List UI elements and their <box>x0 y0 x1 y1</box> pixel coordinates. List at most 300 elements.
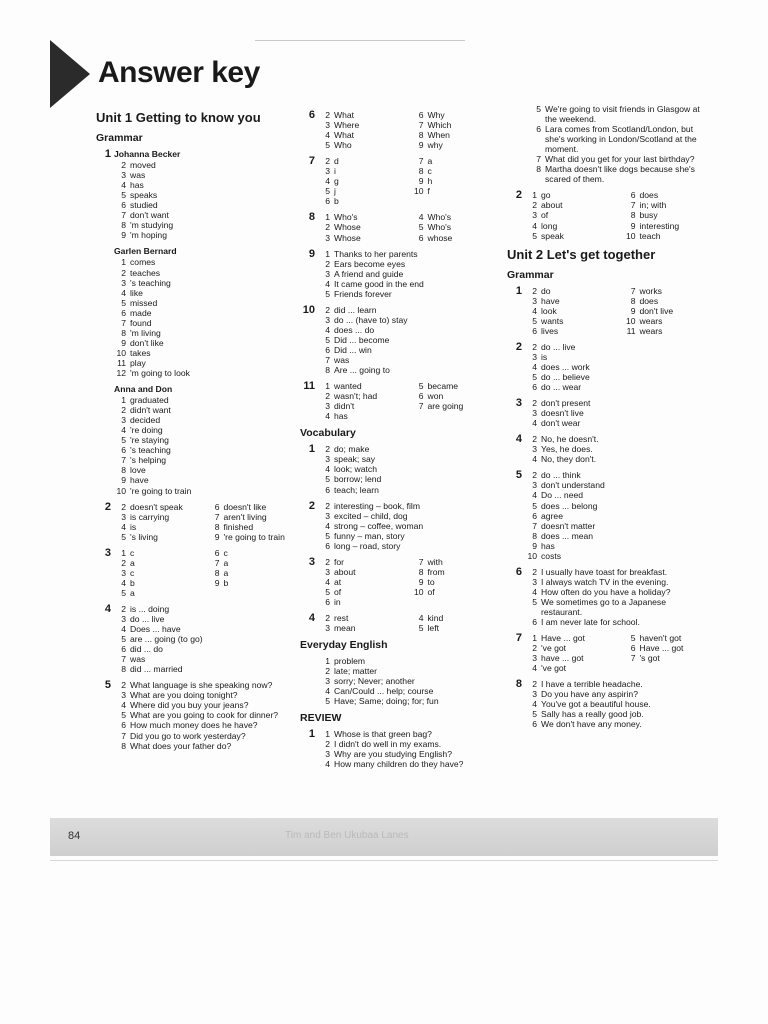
item-text: Who's <box>427 212 452 223</box>
item-number: 6 <box>325 540 330 551</box>
answer-item <box>318 686 501 696</box>
item-number: 6 <box>325 484 330 495</box>
item-number: 2 <box>325 556 330 567</box>
item-number: 3 <box>325 232 330 243</box>
item-text: 're going to train <box>130 485 192 496</box>
item-number: 4 <box>418 212 424 223</box>
answer-item <box>114 268 297 278</box>
item-text: c <box>130 567 135 578</box>
item-text: d <box>334 156 339 167</box>
item-text: wasn't; had <box>334 391 378 402</box>
exercise-block <box>92 680 297 750</box>
item-text: I am never late for school. <box>541 617 640 628</box>
item-text: We're going to visit friends in Glasgow at <box>545 104 700 114</box>
answer-item <box>114 475 297 485</box>
answer-item <box>412 587 502 597</box>
exercise-number: 6 <box>515 565 522 578</box>
item-number: 1 <box>532 633 537 644</box>
item-text: 's teaching <box>130 277 171 288</box>
exercise-block <box>503 398 718 428</box>
answer-item <box>318 233 408 243</box>
item-text: Where <box>334 120 360 131</box>
item-number: 2 <box>121 501 126 512</box>
item-text: Are ... going to <box>334 365 390 376</box>
item-text: do; make <box>334 444 370 455</box>
item-text: Have ... got <box>541 633 585 644</box>
item-number: 3 <box>121 277 126 288</box>
answer-item <box>318 259 501 269</box>
item-text <box>428 597 502 607</box>
answer-item <box>525 444 718 454</box>
answer-list <box>114 160 297 240</box>
answer-item <box>318 464 501 474</box>
answer-item <box>529 134 718 144</box>
item-text: does ... belong <box>541 500 598 511</box>
item-text: has <box>130 180 144 191</box>
item-text: is carrying <box>130 511 170 522</box>
item-number: 2 <box>325 444 330 455</box>
item-text: long <box>541 220 558 231</box>
exercise-body <box>114 604 297 674</box>
answer-item <box>318 501 501 511</box>
item-number: 4 <box>532 454 537 465</box>
item-text: c <box>223 547 228 558</box>
answer-list <box>114 502 297 542</box>
answer-item <box>318 222 408 232</box>
item-number: 6 <box>532 510 537 521</box>
section-heading: Grammar <box>507 268 554 281</box>
item-text: Do ... need <box>541 490 584 501</box>
item-number <box>525 607 541 617</box>
item-text: found <box>130 317 152 328</box>
item-number: 7 <box>325 355 330 366</box>
item-text: I usually have toast for breakfast. <box>541 566 668 577</box>
answer-item <box>525 434 718 444</box>
item-text: in <box>334 596 341 607</box>
item-text: When <box>427 130 450 141</box>
page-title: Answer key <box>98 56 260 89</box>
exercise-block <box>92 384 297 496</box>
answer-item <box>318 739 501 749</box>
answer-item <box>412 233 502 243</box>
item-number: 7 <box>418 120 424 131</box>
answer-item <box>114 465 297 475</box>
answer-item <box>114 257 297 267</box>
item-text: Yes, he does. <box>541 444 593 455</box>
item-number: 3 <box>325 623 330 634</box>
item-text: What <box>334 110 355 120</box>
item-text: I have a terrible headache. <box>541 679 643 690</box>
item-number: 12 <box>116 367 126 378</box>
unit-heading: Unit 2 Let's get together <box>507 246 656 262</box>
item-number: 10 <box>413 586 424 597</box>
item-number: 5 <box>532 709 537 720</box>
item-number: 6 <box>121 445 126 456</box>
item-text: strong – coffee, woman <box>334 520 424 531</box>
item-text: What did you get for your last birthday? <box>545 154 695 165</box>
answer-item <box>525 643 620 653</box>
item-text: interesting – book, film <box>334 500 420 511</box>
answer-item <box>318 120 408 130</box>
item-text: the weekend. <box>545 114 597 125</box>
item-text: I always watch TV in the evening. <box>541 576 669 587</box>
answer-item <box>114 395 297 405</box>
exercise-number: 2 <box>308 499 315 512</box>
item-text: How much money does he have? <box>130 720 258 731</box>
answer-item <box>318 696 501 706</box>
answer-item <box>624 663 719 673</box>
item-text: wants <box>541 315 564 326</box>
answer-item <box>114 405 297 415</box>
item-text: Did you go to work yesterday? <box>130 730 246 741</box>
item-number: 4 <box>532 220 537 231</box>
answer-item <box>525 408 718 418</box>
subheading: Anna and Don <box>114 384 173 395</box>
item-number: 5 <box>532 230 537 241</box>
exercise-body <box>318 729 501 769</box>
item-text: of <box>541 210 549 221</box>
answer-item <box>318 511 501 521</box>
item-text: don't like <box>130 337 164 348</box>
exercise-body <box>114 502 297 542</box>
item-number: 2 <box>325 666 330 677</box>
item-number: 2 <box>325 500 330 511</box>
item-number: 4 <box>325 411 330 422</box>
item-number: 6 <box>418 232 424 243</box>
item-text: late; matter <box>334 666 377 677</box>
item-number: 2 <box>532 341 537 352</box>
answer-list <box>525 434 718 464</box>
answer-item <box>114 415 297 425</box>
item-number: 5 <box>325 334 330 345</box>
item-number: 4 <box>121 180 126 191</box>
item-number: 6 <box>418 391 424 402</box>
item-number: 9 <box>418 576 424 587</box>
answer-item <box>318 444 501 454</box>
exercise-body <box>318 501 501 551</box>
item-number: 5 <box>325 186 330 197</box>
answer-item <box>525 470 718 480</box>
exercise-body <box>114 149 297 240</box>
exercise-body <box>318 305 501 375</box>
item-text: studied <box>130 200 158 211</box>
item-text: problem <box>334 656 366 667</box>
item-text: about <box>541 200 563 211</box>
top-rule <box>255 40 465 41</box>
item-text: missed <box>130 297 158 308</box>
item-text: don't present <box>541 398 591 409</box>
answer-item <box>318 249 501 259</box>
exercise-body <box>114 384 297 496</box>
item-number: 6 <box>325 596 330 607</box>
answer-continuation <box>529 104 718 184</box>
exercise-body <box>318 656 501 706</box>
item-number: 3 <box>121 690 126 701</box>
item-number: 8 <box>630 295 636 306</box>
exercise-number: 1 <box>515 284 522 297</box>
answer-list <box>525 190 718 240</box>
item-number: 10 <box>116 347 126 358</box>
answer-item <box>114 445 297 455</box>
item-number: 10 <box>625 230 636 241</box>
item-number: 4 <box>532 490 537 501</box>
answer-item <box>318 613 408 623</box>
item-text: with <box>427 556 443 567</box>
item-text: didn't want <box>130 405 171 416</box>
item-number: 8 <box>536 164 541 175</box>
item-text: 're going to train <box>223 531 285 542</box>
answer-item <box>114 502 204 512</box>
answer-list <box>525 342 718 392</box>
answer-item <box>318 676 501 686</box>
item-text: takes <box>130 347 151 358</box>
item-text: Whose is that green bag? <box>334 729 432 740</box>
item-number: 5 <box>121 297 126 308</box>
item-text: f <box>427 186 430 197</box>
exercise-body <box>318 444 501 494</box>
item-text: of <box>334 586 342 597</box>
answer-item <box>525 316 620 326</box>
item-number: 3 <box>121 567 126 578</box>
item-number: 2 <box>121 405 126 416</box>
answer-list <box>318 381 501 421</box>
item-number: 5 <box>532 596 537 607</box>
item-number <box>624 663 640 673</box>
answer-item <box>624 190 719 200</box>
answer-item <box>529 124 718 134</box>
answer-list <box>318 444 501 494</box>
item-text: b <box>334 196 339 207</box>
item-text: does ... work <box>541 361 590 372</box>
item-text: Sally has a really good job. <box>541 709 644 720</box>
item-number: 7 <box>121 210 126 221</box>
item-text: does <box>639 190 659 201</box>
item-number: 6 <box>630 190 636 201</box>
item-text: interesting <box>639 220 680 231</box>
item-number: 10 <box>116 485 126 496</box>
item-number: 9 <box>121 337 126 348</box>
column-3 <box>503 104 718 735</box>
item-number: 4 <box>325 278 330 289</box>
answer-list <box>525 679 718 729</box>
item-text: 's got <box>639 653 660 664</box>
answer-item <box>624 653 719 663</box>
item-number: 2 <box>121 603 126 614</box>
item-number: 9 <box>121 230 126 241</box>
item-number: 2 <box>325 391 330 402</box>
item-number: 2 <box>325 613 330 624</box>
answer-item <box>208 522 298 532</box>
exercise-number: 6 <box>308 109 315 121</box>
item-number: 8 <box>214 521 220 532</box>
item-text: doesn't live <box>541 408 584 419</box>
item-text: look; watch <box>334 464 377 475</box>
item-text: don't live <box>639 305 674 316</box>
exercise-number: 5 <box>104 679 111 692</box>
item-text: works <box>639 285 662 296</box>
answer-item <box>525 200 620 210</box>
item-number: 3 <box>532 576 537 587</box>
item-number: 3 <box>325 401 330 412</box>
answer-item <box>412 166 502 176</box>
item-number: 7 <box>121 654 126 665</box>
answer-item <box>525 454 718 464</box>
item-number: 4 <box>532 305 537 316</box>
answer-list <box>318 729 501 769</box>
item-number: 3 <box>325 268 330 279</box>
answer-list <box>525 398 718 428</box>
answer-item <box>114 634 297 644</box>
item-number: 5 <box>121 435 126 446</box>
item-text: Have ... got <box>639 643 684 654</box>
answer-item <box>208 532 298 542</box>
answer-item <box>412 186 502 196</box>
exercise-block <box>92 604 297 674</box>
item-text: borrow; lend <box>334 474 382 485</box>
item-text: doesn't matter <box>541 520 596 531</box>
answer-item <box>525 689 718 699</box>
item-text: 's teaching <box>130 445 171 456</box>
item-number: 8 <box>630 210 636 221</box>
exercise-number: 11 <box>303 380 315 393</box>
item-text: why <box>427 140 443 151</box>
answer-item <box>318 454 501 464</box>
answer-item <box>412 567 502 577</box>
item-number: 2 <box>532 434 537 445</box>
answer-item <box>318 656 501 666</box>
item-text: a <box>427 156 433 167</box>
item-number: 3 <box>532 210 537 221</box>
answer-item <box>114 512 204 522</box>
item-number: 3 <box>325 314 330 325</box>
item-text: Which <box>427 120 452 131</box>
answer-item <box>529 114 718 124</box>
item-number: 1 <box>121 395 126 406</box>
item-number: 6 <box>214 547 220 558</box>
item-number: 4 <box>325 520 330 531</box>
answer-item <box>624 200 719 210</box>
item-number: 3 <box>532 351 537 362</box>
item-number <box>529 134 545 144</box>
item-text: did ... learn <box>334 304 377 315</box>
answer-item <box>114 680 297 690</box>
item-number: 1 <box>121 257 126 268</box>
answer-list <box>114 257 297 378</box>
answer-item <box>525 490 718 500</box>
answer-item <box>525 352 718 362</box>
answer-item <box>525 190 620 200</box>
item-text: was <box>334 355 350 366</box>
item-text: Can/Could ... help; course <box>334 686 434 697</box>
exercise-body <box>318 613 501 633</box>
item-number: 9 <box>630 220 636 231</box>
item-number: 3 <box>532 444 537 455</box>
item-number: 3 <box>325 510 330 521</box>
exercise-number: 3 <box>515 397 522 410</box>
exercise-body <box>525 190 718 240</box>
item-number: 2 <box>325 222 330 233</box>
answer-item <box>412 391 502 401</box>
item-text: Have; Same; doing; for; fun <box>334 696 439 707</box>
answer-list <box>318 501 501 551</box>
item-number <box>529 144 545 154</box>
answer-item <box>525 709 718 719</box>
item-number: 4 <box>121 624 126 635</box>
answer-item <box>525 231 620 241</box>
item-number: 6 <box>532 719 537 730</box>
item-number: 2 <box>532 398 537 409</box>
answer-item <box>114 435 297 445</box>
exercise-block <box>503 679 718 729</box>
answer-item <box>529 144 718 154</box>
item-number: 1 <box>325 656 330 667</box>
answer-item <box>624 633 719 643</box>
exercise-block <box>503 633 718 673</box>
item-number: 4 <box>121 425 126 436</box>
item-number: 4 <box>532 586 537 597</box>
answer-item <box>318 345 501 355</box>
item-text: How often do you have a holiday? <box>541 586 671 597</box>
item-number: 7 <box>418 556 424 567</box>
item-text: Friends forever <box>334 288 392 299</box>
answer-item <box>318 541 501 551</box>
item-number: 6 <box>532 617 537 628</box>
item-number: 4 <box>325 130 330 141</box>
item-text: Lara comes from Scotland/London, but <box>545 124 694 135</box>
item-text: won <box>427 391 444 402</box>
item-number: 5 <box>532 371 537 382</box>
answer-item <box>114 720 297 730</box>
item-number: 2 <box>532 679 537 690</box>
answer-item <box>114 644 297 654</box>
subheading: Garlen Bernard <box>114 246 177 257</box>
item-number: 8 <box>121 327 126 338</box>
item-number: 5 <box>325 530 330 541</box>
answer-item <box>114 455 297 465</box>
exercise-body <box>114 548 297 598</box>
item-text: costs <box>541 550 562 561</box>
item-text: don't wear <box>541 418 581 429</box>
item-number: 8 <box>121 664 126 675</box>
answer-item <box>114 200 297 210</box>
answer-item <box>318 196 408 206</box>
answer-item <box>318 269 501 279</box>
item-text: Whose <box>334 222 361 233</box>
exercise-block <box>503 342 718 392</box>
item-text: do ... wear <box>541 382 582 393</box>
answer-item <box>114 614 297 624</box>
item-text: was <box>130 654 146 665</box>
answer-item <box>318 186 408 196</box>
answer-item <box>208 588 298 598</box>
answer-item <box>318 325 501 335</box>
answer-item <box>318 365 501 375</box>
item-text: graduated <box>130 395 169 406</box>
answer-item <box>525 362 718 372</box>
item-text: have ... got <box>541 653 584 664</box>
unit-heading: Unit 1 Getting to know you <box>96 110 261 125</box>
item-text: became <box>427 381 459 392</box>
item-number: 5 <box>121 634 126 645</box>
item-text: 's helping <box>130 455 167 466</box>
item-text: moved <box>130 160 156 171</box>
item-text: have <box>541 295 560 306</box>
item-text: agree <box>541 510 563 521</box>
answer-item <box>114 690 297 700</box>
answer-list <box>525 633 718 673</box>
item-number: 8 <box>121 465 126 476</box>
exercise-block <box>296 501 501 551</box>
